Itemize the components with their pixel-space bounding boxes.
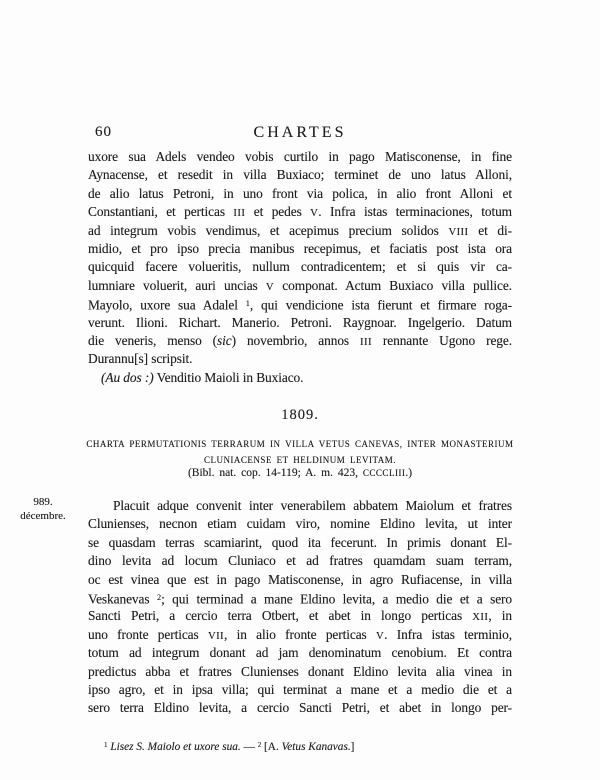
- footnote-reference: 2: [257, 741, 262, 749]
- page-number: 60: [95, 124, 112, 140]
- text-line: Placuit adque convenit inter venerabilem abbatem Maiolum et fratres: [113, 498, 512, 513]
- smallcaps-numeral: V: [376, 629, 385, 642]
- text-line: Clunienses, necnon etiam cuidam viro, nomine Eldino levita, ut inter: [88, 516, 512, 532]
- text-line: ad integrum vobis vendimus, et acepimus precium solidos VIII et di-: [88, 222, 512, 238]
- margin-year: 989.: [33, 496, 53, 508]
- text-line: se quasdam terras scamiarint, quod ita fecerunt. In primis donant El-: [88, 534, 512, 550]
- smallcaps-numeral: V: [310, 207, 319, 220]
- text-line: Mayolo, uxore sua Adalel $^1$, qui vendicione ista fierunt et firmare roga-: [88, 297, 512, 313]
- text-line: totum ad integrum donant ad jam denominatum cenobium. Et contra: [88, 645, 512, 661]
- smallcaps-numeral: III: [233, 207, 246, 220]
- charter-1808-text: [88, 148, 512, 387]
- smallcaps-numeral: V: [265, 280, 275, 293]
- charter-title-line-1: CHARTA PERMUTATIONIS TERRARUM IN VILLA VETUS CANEVAS, INTER MONASTERIUM: [86, 439, 514, 449]
- italic-text: Vetus Kanavas.: [281, 741, 351, 754]
- text-line: die veneris, menso (sic) novembrio, annos III rennante Ugono rege.: [88, 332, 512, 348]
- smallcaps-numeral: VIII: [448, 225, 469, 238]
- text-line: dino levita ad locum Cluniaco et ad fratres quamdam suam terram,: [88, 553, 512, 569]
- italic-text: (Au dos :): [101, 369, 154, 385]
- smallcaps-numeral: CCCCLIII: [362, 468, 406, 478]
- footnote-reference: 1: [104, 741, 108, 749]
- charter-title-line-2: CLUNIACENSE ET HELDINUM LEVITAM.: [203, 454, 397, 465]
- charter-1809-text: [88, 497, 512, 718]
- text-line: uno fronte perticas VII, in alio fronte perticas V. Infra istas terminio,: [88, 626, 512, 642]
- smallcaps-numeral: III: [360, 335, 372, 348]
- italic-text: sic: [217, 332, 232, 348]
- text-line: de alio latus Petroni, in uno front via polica, in alio front Alloni et: [88, 185, 512, 201]
- text-line: quicquid facere volueritis, nullum contradicentem; et si quis vir ca-: [88, 259, 512, 275]
- smallcaps-numeral: VII: [207, 629, 225, 642]
- text-line: lumniare voluerit, auri uncias V componat. Actum Buxiaco villa pullice.: [88, 277, 512, 293]
- text-line: (Au dos :) Venditio Maioli in Buxiaco.: [101, 369, 304, 385]
- charter-title: [0, 437, 600, 468]
- text-line: Veskanevas $^2$; qui terminad a mane Eldino levita, a medio die et a sero: [88, 591, 512, 607]
- text-line: Durannu[s] scripsit.: [88, 351, 193, 367]
- margin-month: décembre.: [20, 509, 66, 522]
- text-line: Sancti Petri, a cercio terra Otbert, et abet in longo perticas XII, in: [88, 608, 512, 624]
- text-line: sero terra Eldino levita, a cercio Sancti Petri, et abet in longo per-: [88, 700, 512, 716]
- margin-date-note: [12, 496, 74, 523]
- text-line: midio, et pro ipso precia manibus recepimus, et faciatis post ista ora: [88, 240, 512, 256]
- text-line: Aynacense, et resedit in villa Buxiaco; terminet de uno latus Alloni,: [88, 167, 512, 183]
- running-title: CHARTES: [253, 124, 347, 141]
- text-line: oc est vinea que est in pago Matisconense, in agro Rufiacense, in villa: [88, 571, 512, 587]
- footnote-reference: 2: [156, 592, 162, 602]
- smallcaps-numeral: XII: [472, 611, 489, 624]
- footnote-reference: 1: [245, 299, 250, 309]
- footnote: $^1$ Lisez S. Maiolo et uxore sua. — $^2$ [A. Vetus Kanavas.]: [104, 741, 355, 754]
- text-line: uxore sua Adels vendeo vobis curtilo in pago Matisconense, in fine: [88, 149, 512, 164]
- italic-text: Lisez S. Maiolo et uxore sua.: [110, 741, 241, 754]
- source-reference: (Bibl. nat. cop. 14-119; A. m. 423, CCCCLIII.): [187, 467, 413, 479]
- page-header: [0, 124, 600, 144]
- text-line: predictus abba et fratres Clunienses donant Eldino levita alia vinea in: [88, 663, 512, 679]
- text-line: ipso agro, et in ipsa villa; qui terminat a mane et a medio die et a: [88, 681, 512, 697]
- text-line: Constantiani, et perticas III et pedes V. Infra istas terminaciones, totum: [88, 204, 512, 220]
- text-line: verunt. Ilioni. Richart. Manerio. Petroni. Raygnoar. Ingelgerio. Datum: [88, 314, 512, 330]
- charter-number: 1809.: [281, 407, 319, 423]
